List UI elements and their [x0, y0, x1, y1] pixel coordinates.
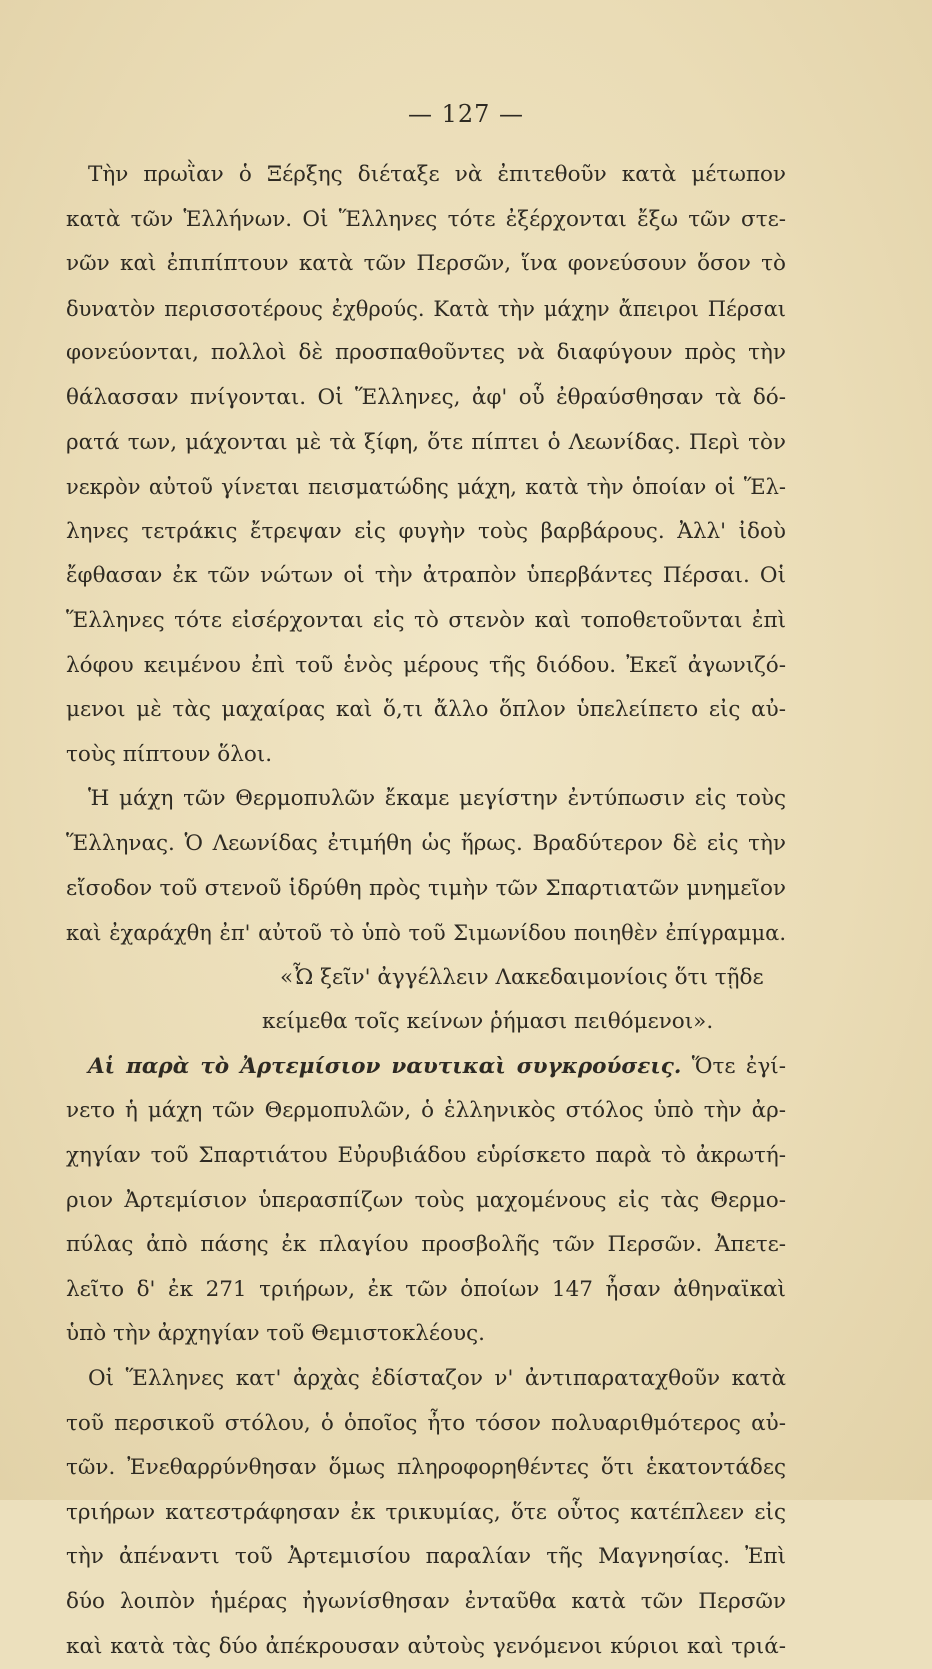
line-text: καὶ ἐχαράχθη ἐπ' αὐτοῦ τὸ ὑπὸ τοῦ Σιμωνίδου ποιηθὲν ἐπίγραμμα.: [66, 921, 786, 946]
line-text: ἔφθασαν ἐκ τῶν νώτων οἱ τὴν ἀτραπὸν ὑπερβάντες Πέρσαι. Οἱ: [66, 563, 786, 589]
line-text: καὶ κατὰ τὰς δύο ἀπέκρουσαν αὐτοὺς γενόμενοι κύριοι καὶ τριά-: [66, 1633, 786, 1659]
line-text: Ἡ μάχη τῶν Θερμοπυλῶν ἔκαμε μεγίστην ἐντύπωσιν εἰς τοὺς: [88, 786, 786, 812]
line-text: νεκρὸν αὐτοῦ γίνεται πεισματώδης μάχη, κατὰ τὴν ὁποίαν οἱ Ἕλ-: [66, 475, 786, 500]
text-line: [66, 1134, 786, 1179]
line-text: Ὅτε ἐγί-: [681, 1053, 786, 1079]
text-line: [66, 1446, 786, 1491]
section-heading: Αἱ παρὰ τὸ Ἀρτεμίσιον ναυτικαὶ συγκρούσεις.: [88, 1053, 682, 1079]
line-text: εἴσοδον τοῦ στενοῦ ἱδρύθη πρὸς τιμὴν τῶν Σπαρτιατῶν μνημεῖον: [66, 875, 786, 901]
line-text: κείμεθα τοῖς κείνων ῥήμασι πειθόμενοι».: [262, 1009, 714, 1035]
text-line: [66, 1045, 786, 1090]
line-text: δύο λοιπὸν ἡμέρας ἠγωνίσθησαν ἐνταῦθα κατὰ τῶν Περσῶν: [66, 1589, 786, 1614]
text-line: [66, 198, 786, 243]
text-line: [66, 822, 786, 867]
text-line: [66, 331, 786, 376]
line-text: τοὺς πίπτουν ὅλοι.: [66, 741, 273, 767]
text-line: [66, 1402, 786, 1447]
text-line: [66, 1223, 786, 1268]
line-text: νῶν καὶ ἐπιπίπτουν κατὰ τῶν Περσῶν, ἵνα φονεύσουν ὅσον τὸ: [66, 251, 786, 277]
text-line: [66, 1357, 786, 1402]
text-line: [66, 1625, 786, 1669]
line-text: τῶν. Ἐνεθαρρύνθησαν ὅμως πληροφορηθέντες ὅτι ἑκατοντάδες: [66, 1455, 786, 1481]
line-text: λεῖτο δ' ἐκ 271 τριήρων, ἐκ τῶν ὁποίων 147 ἦσαν ἀθηναϊκαὶ: [66, 1276, 786, 1302]
line-text: τριήρων κατεστράφησαν ἐκ τρικυμίας, ὅτε οὗτος κατέπλεεν εἰς: [66, 1499, 786, 1525]
text-line: [66, 1580, 786, 1625]
line-text: Οἱ Ἕλληνες κατ' ἀρχὰς ἐδίσταζον ν' ἀντιπαραταχθοῦν κατὰ: [88, 1366, 786, 1392]
text-line: [66, 153, 786, 198]
line-text: λόφου κειμένου ἐπὶ τοῦ ἑνὸς μέρους τῆς διόδου. Ἐκεῖ ἀγωνιζό-: [66, 652, 786, 678]
line-text: ὑπὸ τὴν ἀρχηγίαν τοῦ Θεμιστοκλέους.: [66, 1321, 485, 1347]
text-line: [66, 911, 786, 956]
line-text: Τὴν πρωῒαν ὁ Ξέρξης διέταξε νὰ ἐπιτεθοῦν κατὰ μέτωπον: [88, 162, 786, 187]
line-text: φονεύονται, πολλοὶ δὲ προσπαθοῦντες νὰ διαφύγουν πρὸς τὴν: [66, 340, 786, 366]
text-line: [66, 242, 786, 287]
text-line: [66, 287, 786, 332]
line-text: πύλας ἀπὸ πάσης ἐκ πλαγίου προσβολῆς τῶν Περσῶν. Ἀπετε-: [66, 1232, 786, 1258]
line-text: ριον Ἀρτεμίσιον ὑπερασπίζων τοὺς μαχομένους εἰς τὰς Θερμο-: [66, 1187, 786, 1213]
line-text: τοῦ περσικοῦ στόλου, ὁ ὁποῖος ἦτο τόσον πολυαριθμότερος αὐ-: [66, 1410, 786, 1436]
line-text: θάλασσαν πνίγονται. Οἱ Ἕλληνες, ἀφ' οὗ ἐθραύσθησαν τὰ δό-: [66, 384, 786, 410]
line-text: μενοι μὲ τὰς μαχαίρας καὶ ὅ,τι ἄλλο ὅπλον ὑπελείπετο εἰς αὐ-: [66, 697, 786, 723]
line-text: «Ὦ ξεῖν' ἀγγέλλειν Λακεδαιμονίοις ὅτι τῇδε: [280, 964, 764, 990]
text-line: [66, 1535, 786, 1580]
line-text: ρατά των, μάχονται μὲ τὰ ξίφη, ὅτε πίπτει ὁ Λεωνίδας. Περὶ τὸν: [66, 429, 786, 455]
text-line: [66, 421, 786, 466]
text-line: [66, 1268, 786, 1313]
verse-line: [66, 1000, 786, 1045]
line-text: Ἕλληνες τότε εἰσέρχονται εἰς τὸ στενὸν καὶ τοποθετοῦνται ἐπὶ: [66, 607, 786, 633]
text-line: [66, 1179, 786, 1224]
text-line: [66, 376, 786, 421]
line-text: τὴν ἀπέναντι τοῦ Ἀρτεμισίου παραλίαν τῆς Μαγνησίας. Ἐπὶ: [66, 1544, 786, 1570]
line-text: κατὰ τῶν Ἑλλήνων. Οἱ Ἕλληνες τότε ἐξέρχονται ἔξω τῶν στε-: [66, 206, 786, 232]
text-line: [66, 1089, 786, 1134]
body-text: [66, 153, 786, 1669]
line-text: δυνατὸν περισσοτέρους ἐχθρούς. Κατὰ τὴν μάχην ἄπειροι Πέρσαι: [66, 296, 786, 321]
page-number: — 127 —: [407, 100, 525, 128]
text-line: [66, 554, 786, 599]
line-text: νετο ἡ μάχη τῶν Θερμοπυλῶν, ὁ ἑλληνικὸς στόλος ὑπὸ τὴν ἀρ-: [66, 1098, 786, 1124]
text-line: [66, 644, 786, 689]
text-line: [66, 465, 786, 510]
line-text: ληνες τετράκις ἔτρεψαν εἰς φυγὴν τοὺς βαρβάρους. Ἀλλ' ἰδοὺ: [66, 518, 786, 544]
text-line: [66, 867, 786, 912]
text-line: [66, 1312, 786, 1357]
text-line: [66, 510, 786, 555]
text-line: [66, 777, 786, 822]
text-line: [66, 688, 786, 733]
text-line: [66, 733, 786, 778]
text-line: [66, 1491, 786, 1536]
line-text: χηγίαν τοῦ Σπαρτιάτου Εὐρυβιάδου εὑρίσκετο παρὰ τὸ ἀκρωτή-: [66, 1143, 786, 1169]
text-line: [66, 599, 786, 644]
line-text: Ἕλληνας. Ὁ Λεωνίδας ἐτιμήθη ὡς ἥρως. Βραδύτερον δὲ εἰς τὴν: [66, 830, 786, 856]
verse-line: [66, 956, 786, 1001]
